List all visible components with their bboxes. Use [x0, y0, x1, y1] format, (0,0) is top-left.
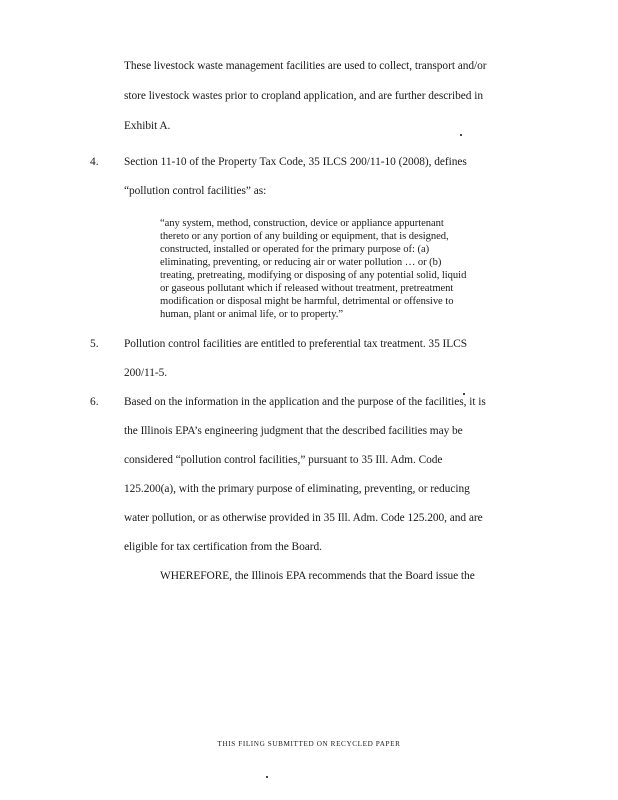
- scan-speck: [460, 134, 462, 136]
- intro-line: These livestock waste management facilities are used to collect, transport and/or: [124, 60, 487, 72]
- scan-speck: [266, 776, 268, 778]
- item-line: the Illinois EPA’s engineering judgment that the described facilities may be: [124, 425, 463, 437]
- item-number: 4.: [90, 156, 99, 168]
- item-number: 5.: [90, 338, 99, 350]
- quote-line: treating, pretreating, modifying or disposing of any potential solid, liquid: [160, 270, 467, 281]
- intro-line: store livestock wastes prior to cropland application, and are further described in: [124, 90, 484, 102]
- quote-line: “any system, method, construction, device or appliance appurtenant: [160, 218, 444, 229]
- item-line: 125.200(a), with the primary purpose of eliminating, preventing, or reducing: [124, 483, 470, 495]
- item-line: Pollution control facilities are entitled to preferential tax treatment. 35 ILCS: [124, 338, 467, 350]
- quote-line: eliminating, preventing, or reducing air or water pollution … or (b): [160, 257, 442, 268]
- item-line: Based on the information in the application and the purpose of the facilities, it is: [124, 396, 486, 408]
- quote-line: constructed, installed or operated for the primary purpose of: (a): [160, 244, 430, 255]
- scan-speck: [463, 393, 465, 395]
- item-number: 6.: [90, 396, 99, 408]
- quote-line: thereto or any portion of any building or equipment, that is designed,: [160, 231, 449, 242]
- item-line: considered “pollution control facilities,” pursuant to 35 Ill. Adm. Code: [124, 454, 443, 466]
- item-line: 200/11-5.: [124, 367, 168, 379]
- quote-line: modification or disposal might be harmful, detrimental or offensive to: [160, 296, 454, 307]
- intro-line: Exhibit A.: [124, 120, 171, 132]
- quote-line: human, plant or animal life, or to property.”: [160, 309, 343, 320]
- item-line: water pollution, or as otherwise provided in 35 Ill. Adm. Code 125.200, and are: [124, 512, 483, 524]
- item-line: “pollution control facilities” as:: [124, 185, 267, 197]
- footer-notice: THIS FILING SUBMITTED ON RECYCLED PAPER: [217, 740, 401, 748]
- item-line: Section 11-10 of the Property Tax Code, 35 ILCS 200/11-10 (2008), defines: [124, 156, 467, 168]
- closing-line: WHEREFORE, the Illinois EPA recommends that the Board issue the: [160, 570, 475, 582]
- item-line: eligible for tax certification from the Board.: [124, 541, 322, 553]
- quote-line: or gaseous pollutant which if released without treatment, pretreatment: [160, 283, 454, 294]
